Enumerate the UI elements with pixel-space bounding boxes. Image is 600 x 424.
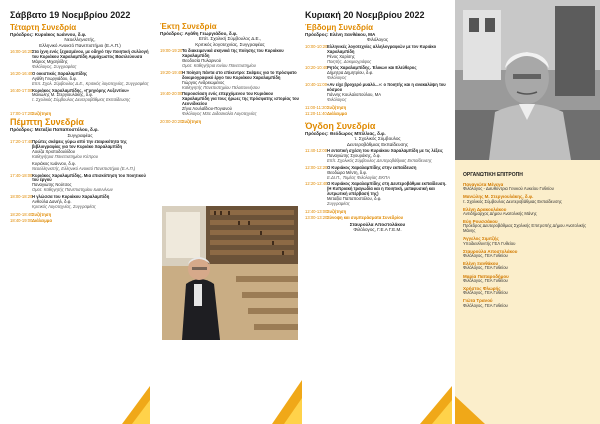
break-item: 18:20-18:40 Συζήτηση (10, 211, 52, 217)
session-chair: Πρόεδρος: Μεταξία Παπαποστόλου, δ.φ. Συγγραφέας (10, 127, 99, 138)
committee-heading: ΟΡΓΑΝΩΤΙΚΗ ΕΠΙΤΡΟΠΗ (463, 172, 523, 178)
session-chair: Πρόεδρος: Ελένη Ξανθάκου, ΜΑ Φιλόλογος (305, 32, 389, 43)
committee-member: Μανώλης Μ. Στεργιουλάκης, δ.φ. τ. Σχολικός Σύμβουλος Δευτεροβάθμιας Εκπαίδευσης (463, 194, 562, 204)
organizing-committee (463, 172, 595, 311)
committee-member: Σταυρούλα Αποστολάκου Φιλόλογος, ΓΕΑ Γυθείου (463, 248, 518, 258)
break-item: 18:40-19:00 Διάλειμμα (10, 217, 52, 223)
talk-item: 12:20-12:40 Ο Κυριάκος Χαραλαμπίδης στη Δευτεροβάθμια εκπαίδευση. (Η Κυπριακή τραγωδία και η ποιητική, μεταφυσική και λυτρωτική υπέρβασή της) Μεταξία Παπαποστόλου, δ.φ. Συγγραφέας (305, 181, 447, 207)
session-chair: Πρόεδρος: Κυριάκος Ιωάννου, δ.φ. Νεοελληνιστής, Ελληνικό Ανοικτό Πανεπιστήμιο (Ε.Α.Π.) (10, 32, 121, 48)
talk-item: 17:20-17:40 Πρώτες σκέψεις γύρω από την εταιρικότητα της βιβλιογραφίας για τον Κυριάκο Χαραλαμπίδη Λουίζα Χριστοδουλίδου Καθηγήτρια Πανεπιστημίου Κύπρου (10, 139, 127, 159)
talk-item: 18:00-18:20 Η γλώσσα του Κυριάκου Χαραλαμπίδη Ανθούλα Δανιήλ, δ.φ. Κριτικός Λογοτεχνίας, Συγγραφέας (10, 194, 110, 209)
session-title: Όγδοη Συνεδρία (305, 120, 376, 131)
committee-member: Χρήστος Φλωρής Φιλόλογος, ΓΕΑ Γυθείου (463, 285, 508, 296)
talk-item: 17:40-18:00 Κυριάκος Χαραλαμπίδης. Μια επισκόπηση του ποιητικού του έργου Παναγιώτης Νούτσος Ομοτ. Καθηγητής Πανεπιστημίου Ιωαννίνων (10, 172, 146, 193)
committee-member: Ελένη Ξανθάκου Φιλόλογος, ΓΕΑ Γυθείου (463, 261, 508, 271)
talk-item: 16:40-17:00 Κυριάκος Χαραλαμπίδης, «Γρηγόρης Αυξεντίου» Μανώλης Μ. Στεργιουλάκης, δ.φ. τ. Σχολικός Σύμβουλος Δευτεροβάθμιας Εκπαίδευσης (10, 87, 131, 103)
session-title: Τέταρτη Συνεδρία (10, 23, 77, 32)
committee-member: Μαρία Παπαροδήμου Φιλόλογος, ΓΕΑ Γυθείου (463, 273, 509, 283)
session-chair: Πρόεδρος: Αγάθη Γεωργιάδου, δ.φ. Επίτ. Σχολική Σύμβουλος Δ.Ε., Κριτικός λογοτεχνίας, Συγγραφέας (160, 31, 265, 47)
committee-panel (455, 0, 600, 424)
talk-item: 11:40-12:00 Η εντατική σχέση του Κυριάκου Χαραλαμπίδη με τις λέξεις Παναγιώτης Σγουράκης, δ.φ. Επίτ. Σχολικός Σύμβουλος Δευτεροβάθμιας Εκπαίδευσης (305, 148, 443, 163)
speaker-library-photo (162, 206, 298, 340)
talk-item: 10:00-10:20 Ελληνικές λογοτεχνίες αλληλογραφιών με τον Κυριάκο Χαραλαμπίδη Ρένος Χαρίσης Ποιητής, Δοκιμιογράφος (305, 43, 437, 64)
break-item: 17:00-17:20 Συζήτηση (10, 111, 52, 117)
day-heading: Σάββατο 19 Νοεμβρίου 2022 (10, 10, 131, 20)
committee-member: Ελένη Δρακουλάκου Αντιδήμαρχος Δήμου Ανατολικής Μάνης (463, 206, 537, 216)
poet-portrait-photo (455, 0, 600, 160)
corner-decoration (420, 386, 452, 424)
break-item: 13:00-13:20 Σύνοψη και συμπεράσματα Συνεδρίου (305, 214, 404, 220)
committee-member: Εύη Ρουσσάκου Πρόεδρος Δευτεροβάθμιας Σχολικής Επιτροπής Δήμου Ανατολικής Μάνης (463, 219, 587, 234)
talk-item: 19:00-19:20 Τα διακειμενικά σκηνικά της ποίησης του Κυριάκου Χαραλαμπίδη Θεοδοσία Πυλαρινού Ομοτ. Καθηγήτρια Ιονίου Πανεπιστημίου (160, 48, 284, 68)
talk-item: 19:40-20:00 Παρουσίαση ενός επερχόμενου του Κυριάκου Χαραλαμπίδη για τους ήρωες της πρόσφατης ιστορίας του Λεονιδικείου Ζήνα Λουλαΐδιου-Πογιανού Φιλόλογος ΜSc Διδασκαλία Λογοτεχνίας (160, 91, 299, 117)
session-title: Έκτη Συνεδρία (160, 22, 217, 31)
talk-item: 19:20-19:40 Η ποίηση πάντα στο επίκεντρο: Σκέψεις για το πρόσφατο δοκιμιογραφικό έργο του Κυριάκου Χαραλαμπίδη Γιώργος Ανδρειωμένος Καθηγητής Πανεπιστημίου Πελοποννήσου (160, 69, 297, 90)
closing-speaker: Σταυρούλα Αποστολάκου Φιλόλογος, Γ.Ε.Α Γ.Ε.Μ. (349, 221, 406, 233)
corner-decoration (272, 380, 302, 424)
corner-decoration (122, 386, 150, 424)
session-title: Πέμπτη Συνεδρία (10, 117, 84, 128)
session-title: Έβδομη Συνεδρία (305, 23, 374, 32)
break-item: 11:20-11:40 Διάλειμμα (305, 110, 347, 116)
saturday-column (10, 10, 150, 225)
talk-item: 10:40-11:00 «Αν είχε βροχερό μυαλό...»: ο ποιητής και η ανακαλύψη του κόσμου Γιάννης Κουλαλοπούλου, ΜΑ Φιλόλογος (305, 82, 446, 102)
talk-item: 16:20-16:40 Ο οικιστικός Χαραλαμπίδης Αγάθη Γεωργιάδου, δ.φ. Επιτ. Σχολ. Σύμβουλος Δ.Ε., Κριτικός λογοτεχνίας, Συγγραφέας (10, 70, 149, 86)
talk-item: 10:20-10:40 Ρητός Χαραλαμπίδης. Έλικων και Ελεύθερος Δήμητρα Δημητρίου, δ.φ. Φιλόλογος (305, 65, 417, 81)
committee-member: Γιώτα Τρανού Φιλόλογος, ΓΕΑ Γυθείου (463, 298, 508, 308)
corner-decoration (455, 396, 485, 424)
talk-item: 16:00-16:20 Στα ίχνη ενός ξεχασμένου, με οδηγό την ποιητική συλλογή του Κυριάκου Χαραλαμπίδη Αμμόχωστος Βασιλεύουσα Μάριος Μιχαηλίδης Φιλόλογος, Συγγραφέας (10, 49, 149, 69)
committee-member: Άγγελος Σιμιτζής Υποδιευθυντής ΓΕΛ Γυθείου (463, 236, 516, 246)
session-six-column (160, 10, 300, 126)
break-item: 20:00-20:20 Συζήτηση (160, 119, 202, 124)
sunday-column (305, 10, 450, 235)
day-heading: Κυριακή 20 Νοεμβρίου 2022 (305, 10, 425, 20)
break-item: 12:40-13:00 Συζήτηση (305, 208, 347, 214)
talk-item: Κυριάκος Ιωάννου, δ.φ. Νεοελληνιστής, Ελληνικό Ανοικτό Πανεπιστήμιο (Ε.Α.Π.) (32, 160, 136, 171)
break-item: 11:00-11:20 Συζήτηση (305, 104, 347, 110)
session-chair: Πρόεδρος: Θεόδωρος Μπίλλιας, δ.φ. τ. Σχολικός Σύμβουλος Δευτεροβάθμιας Εκπαίδευσης (305, 130, 409, 147)
talk-item: 12:00-12:20 Ο Κυριάκος Χαραλαμπίδης στην εκπαίδευση Θεοδώρα Μέντη, δ.φ. Ε.ΔΙ.Π., Τομέας Φιλολογίας ΕΚΠΑ (305, 164, 417, 180)
committee-member: Παναγιώτα Μένεγα Φιλόλογος - Διευθύντρια Γενικού Λυκείου Γυθείου (463, 182, 554, 192)
